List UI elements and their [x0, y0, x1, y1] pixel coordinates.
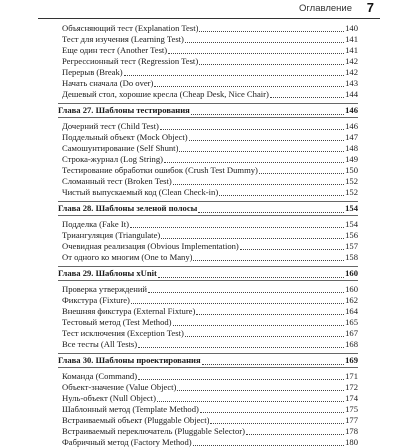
toc-title: Чистый выпускаемый код (Clean Check-in): [62, 187, 219, 197]
toc-entry[interactable]: [62, 176, 358, 187]
dot-leader: [173, 184, 344, 185]
toc-page-number: 160: [345, 268, 358, 278]
toc-entry[interactable]: [62, 78, 358, 89]
toc-page-number: 156: [345, 230, 358, 240]
toc-title: Тестовый метод (Test Method): [62, 317, 172, 327]
running-header: [38, 0, 380, 19]
toc-entry[interactable]: [62, 67, 358, 78]
toc-entry[interactable]: [62, 154, 358, 165]
toc-entry[interactable]: [62, 89, 358, 100]
toc-entry[interactable]: [62, 56, 358, 67]
dot-leader: [160, 129, 344, 130]
dot-leader: [173, 325, 345, 326]
toc-page-number: 165: [345, 317, 358, 327]
toc-chapter-heading[interactable]: [58, 266, 358, 281]
toc-title: Шаблонный метод (Template Method): [62, 404, 199, 414]
toc-entry[interactable]: [62, 121, 358, 132]
toc-entry[interactable]: [62, 393, 358, 404]
dot-leader: [193, 445, 344, 446]
dot-leader: [259, 173, 344, 174]
toc-page-number: 180: [345, 437, 358, 447]
dot-leader: [198, 212, 344, 213]
toc-title: Внешняя фикстура (External Fixture): [62, 306, 196, 316]
toc-entry[interactable]: [62, 230, 358, 241]
toc-entry[interactable]: [62, 328, 358, 339]
toc-page-number: 169: [345, 355, 358, 365]
toc-page-number: 143: [345, 78, 358, 88]
toc-entry[interactable]: [62, 426, 358, 437]
toc-page-number: 140: [345, 23, 358, 33]
dot-leader: [196, 314, 344, 315]
toc-page-number: 152: [345, 176, 358, 186]
toc-title: Строка-журнал (Log String): [62, 154, 163, 164]
toc-title: Дочерний тест (Child Test): [62, 121, 159, 131]
toc-entry[interactable]: [62, 219, 358, 230]
toc-title: Глава 27. Шаблоны тестирования: [58, 105, 190, 115]
dot-leader: [138, 347, 344, 348]
toc-title: Сломанный тест (Broken Test): [62, 176, 172, 186]
toc-page-number: 141: [345, 34, 358, 44]
dot-leader: [193, 260, 344, 261]
toc-title: Тест для изучения (Learning Test): [62, 34, 184, 44]
toc-title: Тест исключения (Exception Test): [62, 328, 184, 338]
toc-page-number: 152: [345, 187, 358, 197]
dot-leader: [219, 195, 344, 196]
toc-title: Глава 28. Шаблоны зеленой полосы: [58, 203, 198, 213]
dot-leader: [130, 227, 344, 228]
toc-title: Фикстура (Fixture): [62, 295, 130, 305]
toc-entry[interactable]: [62, 437, 358, 448]
toc-entry[interactable]: [62, 295, 358, 306]
dot-leader: [179, 151, 344, 152]
toc-entry[interactable]: [62, 284, 358, 295]
toc-page-number: 142: [345, 56, 358, 66]
toc-page-number: 175: [345, 404, 358, 414]
toc-entry[interactable]: [62, 382, 358, 393]
dot-leader: [270, 97, 344, 98]
toc-page-number: 171: [345, 371, 358, 381]
toc-title: Поддельный объект (Mock Object): [62, 132, 188, 142]
toc-page-number: 162: [345, 295, 358, 305]
toc-title: Встраиваемый объект (Pluggable Object): [62, 415, 210, 425]
dot-leader: [164, 162, 344, 163]
toc-title: Дешевый стол, хорошие кресла (Cheap Desk, Nice Chair): [62, 89, 269, 99]
toc-entry[interactable]: [62, 339, 358, 350]
dot-leader: [157, 401, 344, 402]
toc-title: Объясняющий тест (Explanation Test): [62, 23, 199, 33]
dot-leader: [199, 31, 344, 32]
toc-entry[interactable]: [62, 143, 358, 154]
toc-page-number: 178: [345, 426, 358, 436]
toc-entry[interactable]: [62, 45, 358, 56]
toc-page-number: 168: [345, 339, 358, 349]
toc-title: Все тесты (All Tests): [62, 339, 138, 349]
toc-chapter-heading[interactable]: [58, 201, 358, 216]
toc-entry[interactable]: [62, 187, 358, 198]
toc-chapter-heading[interactable]: [58, 103, 358, 118]
dot-leader: [185, 336, 344, 337]
toc-entry[interactable]: [62, 306, 358, 317]
toc-page-number: 154: [345, 203, 358, 213]
dot-leader: [131, 303, 344, 304]
toc-page-number: 160: [345, 284, 358, 294]
dot-leader: [202, 364, 344, 365]
toc-page-number: 157: [345, 241, 358, 251]
toc-page-number: 148: [345, 143, 358, 153]
toc-page-number: 164: [345, 306, 358, 316]
toc-page-number: 147: [345, 132, 358, 142]
toc-title: Объект-значение (Value Object): [62, 382, 177, 392]
dot-leader: [240, 249, 344, 250]
dot-leader: [185, 42, 344, 43]
toc-page-number: 149: [345, 154, 358, 164]
toc-entry[interactable]: [62, 34, 358, 45]
toc-page-number: 142: [345, 67, 358, 77]
dot-leader: [200, 412, 344, 413]
toc-title: Встраиваемый переключатель (Pluggable Selector): [62, 426, 245, 436]
toc-title: Глава 30. Шаблоны проектирования: [58, 355, 201, 365]
dot-leader: [154, 86, 344, 87]
dot-leader: [148, 292, 344, 293]
dot-leader: [161, 238, 344, 239]
toc-entry[interactable]: [62, 415, 358, 426]
toc-entry[interactable]: [62, 241, 358, 252]
dot-leader: [124, 75, 344, 76]
toc-page-number: 144: [345, 89, 358, 99]
toc-entry[interactable]: [62, 165, 358, 176]
toc-title: Проверка утверждений: [62, 284, 148, 294]
dot-leader: [138, 379, 344, 380]
toc-entry[interactable]: [62, 371, 358, 382]
dot-leader: [199, 64, 344, 65]
toc-title: Триангуляция (Triangulate): [62, 230, 161, 240]
toc-entry[interactable]: [62, 252, 358, 263]
toc-page-number: 146: [345, 105, 358, 115]
toc-title: Регрессионный тест (Regression Test): [62, 56, 199, 66]
toc-title: От одного ко многим (One to Many): [62, 252, 193, 262]
toc-title: Команда (Command): [62, 371, 138, 381]
toc-entry[interactable]: [62, 404, 358, 415]
dot-leader: [246, 434, 344, 435]
toc-entry[interactable]: [62, 132, 358, 143]
toc-page-number: 154: [345, 219, 358, 229]
toc-entry[interactable]: [62, 23, 358, 34]
toc-title: Фабричный метод (Factory Method): [62, 437, 192, 447]
toc-title: Подделка (Fake It): [62, 219, 129, 229]
table-of-contents: [58, 23, 358, 448]
toc-title: Тестирование обработки ошибок (Crush Test Dummy): [62, 165, 258, 175]
toc-entry[interactable]: [62, 317, 358, 328]
toc-page-number: 172: [345, 382, 358, 392]
toc-page-number: 141: [345, 45, 358, 55]
dot-leader: [191, 114, 344, 115]
header-page-number: 7: [366, 0, 374, 15]
dot-leader: [168, 53, 344, 54]
toc-page-number: 177: [345, 415, 358, 425]
toc-title: Глава 29. Шаблоны xUnit: [58, 268, 157, 278]
dot-leader: [158, 277, 344, 278]
toc-page-number: 174: [345, 393, 358, 403]
toc-page-number: 158: [345, 252, 358, 262]
toc-title: Нуль-объект (Null Object): [62, 393, 156, 403]
header-section-title: Оглавление: [299, 3, 352, 14]
toc-chapter-heading[interactable]: [58, 353, 358, 368]
dot-leader: [210, 423, 344, 424]
toc-page-number: 167: [345, 328, 358, 338]
toc-page-number: 150: [345, 165, 358, 175]
toc-page-number: 146: [345, 121, 358, 131]
toc-title: Очевидная реализация (Obvious Implementation): [62, 241, 239, 251]
toc-title: Еще один тест (Another Test): [62, 45, 168, 55]
toc-title: Начать сначала (Do over): [62, 78, 154, 88]
toc-title: Перерыв (Break): [62, 67, 123, 77]
dot-leader: [189, 140, 344, 141]
toc-title: Самошунтирование (Self Shunt): [62, 143, 179, 153]
dot-leader: [177, 390, 344, 391]
